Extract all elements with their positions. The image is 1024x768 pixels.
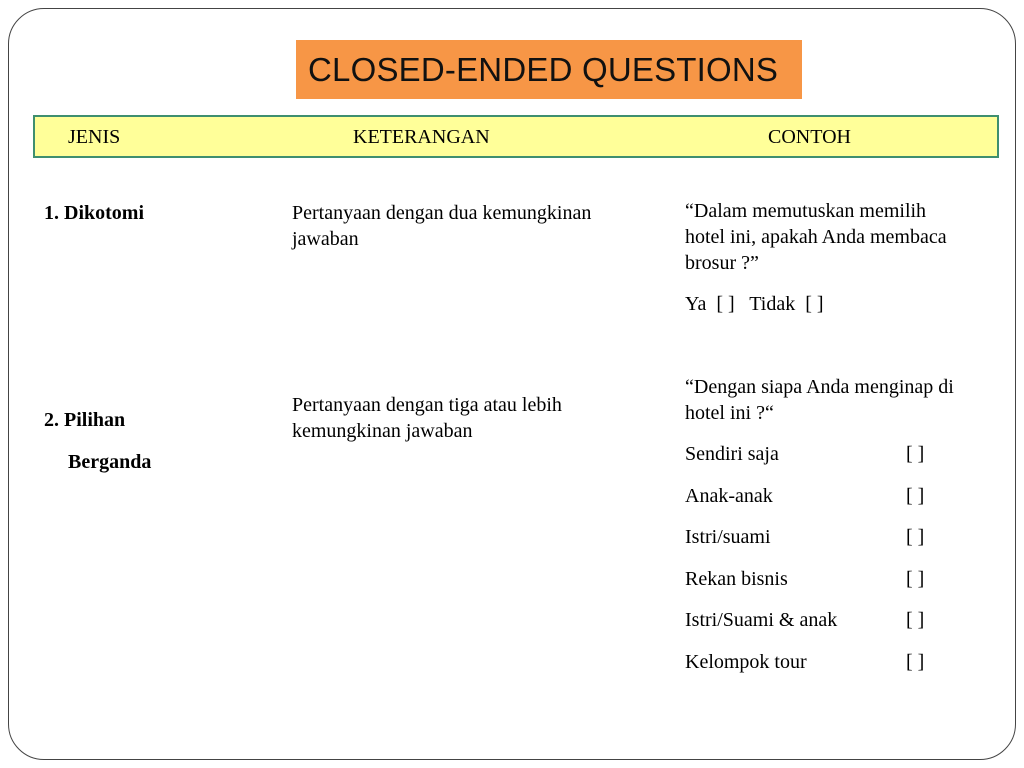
row1-contoh-line2: hotel ini, apakah Anda membaca xyxy=(685,226,947,248)
option-label: Istri/Suami & anak xyxy=(685,609,838,631)
row1-jenis: 1. Dikotomi xyxy=(44,202,144,224)
row2-contoh-line2: hotel ini ?“ xyxy=(685,402,774,424)
option-checkbox: [ ] xyxy=(906,485,925,507)
row2-keterangan-line2: kemungkinan jawaban xyxy=(292,420,473,442)
header-contoh: CONTOH xyxy=(768,126,851,148)
row1-contoh-line3: brosur ?” xyxy=(685,252,759,274)
table-header xyxy=(33,115,999,158)
option-label: Sendiri saja xyxy=(685,443,779,465)
row2-keterangan-line1: Pertanyaan dengan tiga atau lebih xyxy=(292,394,562,416)
row1-contoh-answer: Ya [ ] Tidak [ ] xyxy=(685,293,824,315)
option-checkbox: [ ] xyxy=(906,651,925,673)
option-checkbox: [ ] xyxy=(906,568,925,590)
option-label: Kelompok tour xyxy=(685,651,807,673)
option-checkbox: [ ] xyxy=(906,526,925,548)
option-label: Rekan bisnis xyxy=(685,568,788,590)
header-jenis: JENIS xyxy=(68,126,121,148)
row1-keterangan-line2: jawaban xyxy=(292,228,359,250)
option-checkbox: [ ] xyxy=(906,609,925,631)
option-label: Anak-anak xyxy=(685,485,773,507)
row2-jenis-line2: Berganda xyxy=(68,451,152,473)
slide-title: CLOSED-ENDED QUESTIONS xyxy=(296,40,802,99)
option-label: Istri/suami xyxy=(685,526,771,548)
row1-keterangan-line1: Pertanyaan dengan dua kemungkinan xyxy=(292,202,592,224)
row2-jenis-line1: 2. Pilihan xyxy=(44,409,126,431)
header-keterangan: KETERANGAN xyxy=(353,126,490,148)
row2-contoh-line1: “Dengan siapa Anda menginap di xyxy=(685,376,954,398)
row1-contoh-line1: “Dalam memutuskan memilih xyxy=(685,200,927,222)
option-checkbox: [ ] xyxy=(906,443,925,465)
